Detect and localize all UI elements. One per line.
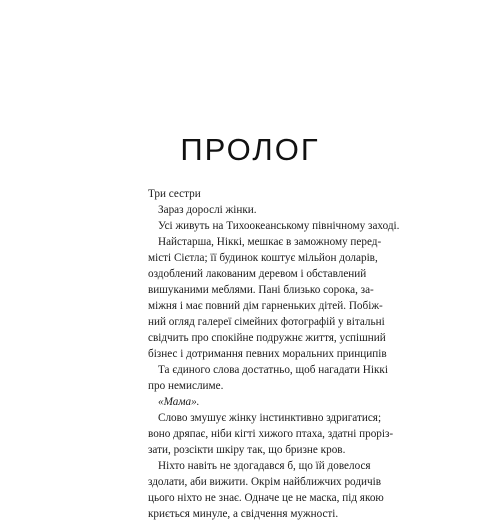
text-line: цього ніхто не знає. Одначе це не маска, під якою bbox=[148, 492, 384, 504]
text-line: Та єдиного слова достатньо, щоб нагадати Ніккі bbox=[158, 364, 388, 376]
text-line: здолати, аби вижити. Окрім найближчих родичів bbox=[148, 476, 382, 488]
text-line: воно дряпає, ніби кігті хижого птаха, здатні проріз- bbox=[148, 428, 394, 440]
text-line: криється минуле, а свідчення мужності. bbox=[148, 508, 339, 520]
italic-word: «Мама». bbox=[158, 396, 200, 408]
text-line: свідчить про спокійне подружнє життя, успішний bbox=[148, 332, 386, 344]
text-line: Зараз дорослі жінки. bbox=[158, 204, 257, 216]
text-line: оздоблений лакованим деревом і обставлений bbox=[148, 268, 367, 280]
text-line: Ніхто навіть не здогадався б, що їй довелося bbox=[158, 460, 371, 472]
text-line: Найстарша, Ніккі, мешкає в заможному перед- bbox=[158, 236, 382, 248]
text-line: місті Сієтла; її будинок коштує мільйон доларів, bbox=[148, 252, 378, 264]
text-line: Слово змушує жінку інстинктивно здригатися; bbox=[158, 412, 382, 424]
text-line: ний огляд галереї сімейних фотографій у вітальні bbox=[148, 316, 385, 328]
chapter-title: ПРОЛОГ bbox=[180, 132, 320, 167]
text-line: міжня і має повний дім гарненьких дітей. Побіж- bbox=[148, 300, 383, 312]
body-text bbox=[148, 186, 400, 522]
text-line: про немислиме. bbox=[148, 380, 224, 392]
text-line: Усі живуть на Тихоокеанському північному заході. bbox=[158, 220, 400, 232]
text-line: вишуканими меблями. Пані близько сорока, за- bbox=[148, 284, 374, 296]
text-line-italic bbox=[148, 394, 361, 410]
text-line: Три сестри bbox=[148, 188, 201, 200]
text-line: бізнес і дотримання певних моральних принципів bbox=[148, 348, 387, 360]
text-line: зати, розсікти шкіру так, що бризне кров. bbox=[148, 444, 346, 456]
